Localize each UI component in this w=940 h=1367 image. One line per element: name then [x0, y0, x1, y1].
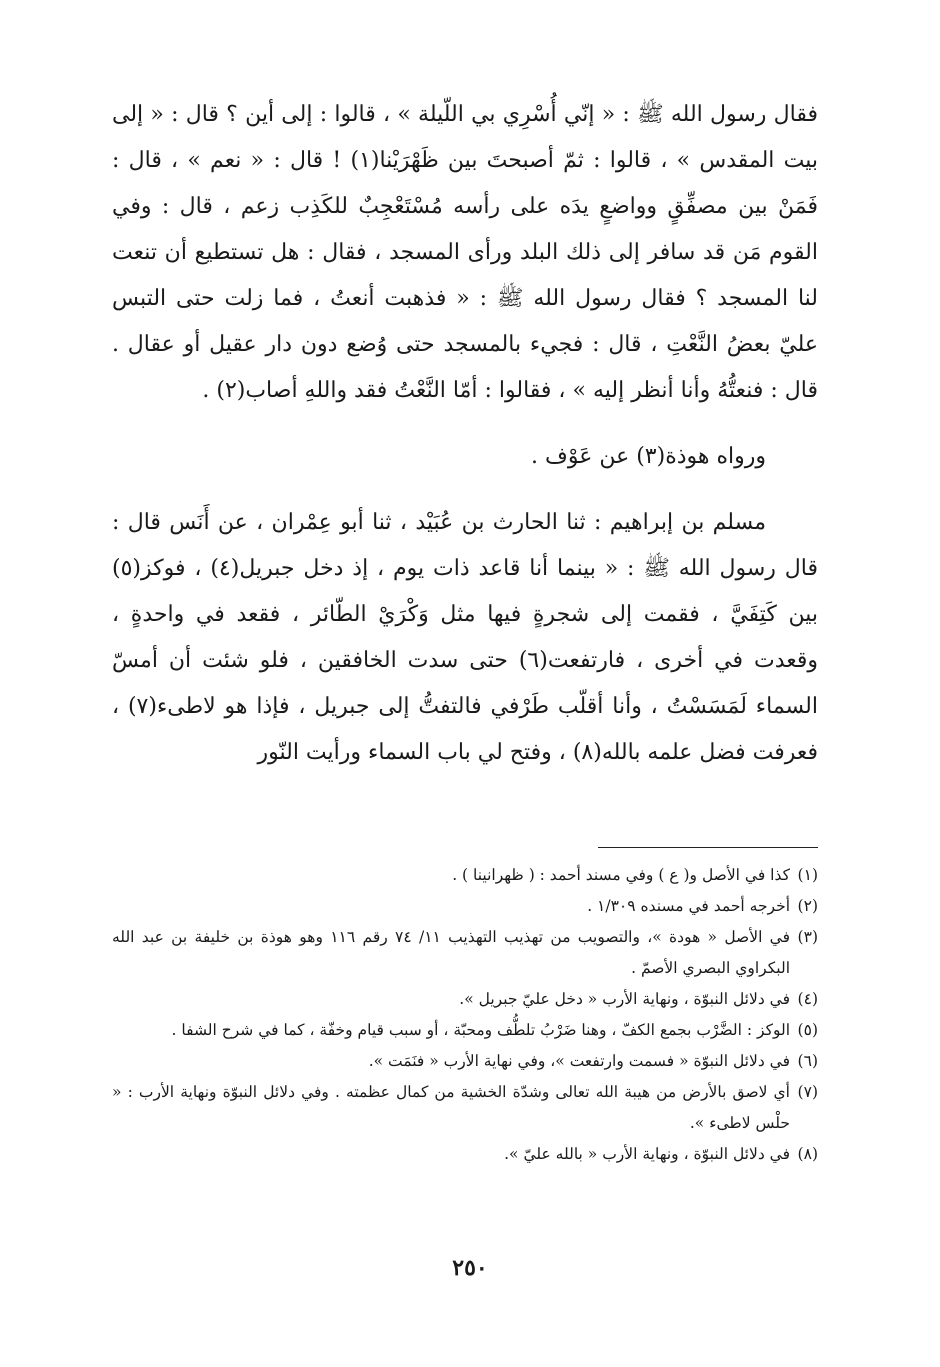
footnotes: [112, 860, 818, 1170]
footnote-7: [112, 1077, 818, 1139]
paragraph-gap: [112, 480, 818, 500]
footnote-1: [112, 860, 818, 891]
paragraph-3: مسلم بن إبراهيم : ثنا الحارث بن عُبَيْد ، ثنا أبو عِمْران ، عن أَنَس قال : قال رسول الله ﷺ : « بينما أنا قاعد ذات يوم ، إذ دخل جبريل(٤) ، فوكز(٥) بين كَتِفَيَّ ، فقمت إلى شجرةٍ فيها مثل وَكْرَيْ الطّائر ، فقعد في واحدةٍ ، وقعدت في أخرى ، فارتفعت(٦) حتى سدت الخافقين ، فلو شئت أن أمسّ السماء لَمَسَسْتُ ، وأنا أقلّب طَرْفي فالتفتُّ إلى جبريل ، فإذا هو لاطىء(٧) ، فعرفت فضل علمه بالله(٨) ، وفتح لي باب السماء ورأيت النّور: [112, 510, 819, 765]
footnote-text: أي لاصق بالأرض من هيبة الله تعالى وشدّة الخشية من كمال عظمته . وفي دلائل النبوّة ونهاية الأرب : « حلْس لاطىء ».: [112, 1083, 790, 1132]
footnote-number: (٥): [797, 1021, 818, 1039]
footnote-separator: [598, 847, 818, 848]
footnote-text: في دلائل النبوّة « فسمت وارتفعت »، وفي نهاية الأرب « فنَمَت ».: [368, 1052, 790, 1070]
footnote-6: [112, 1046, 818, 1077]
footnote-number: (٤): [797, 990, 818, 1008]
main-text: [112, 92, 818, 776]
paragraph-1: فقال رسول الله ﷺ : « إنّي أُسْرِي بي اللّيلة » ، قالوا : إلى أين ؟ قال : « إلى بيت المقدس » ، قالوا : ثمّ أصبحتَ بين ظَهْرَيْنا(١) ! قال : « نعم » ، قال : فَمَنْ بين مصفِّقٍ وواضعٍ يدَه على رأسه مُسْتَعْجِبٌ للكَذِب زعم ، قال : وفي القوم مَن قد سافر إلى ذلك البلد ورأى المسجد ، فقال : هل تستطيع أن تنعت لنا المسجد ؟ فقال رسول الله ﷺ : « فذهبت أنعتُ ، فما زلت حتى التبس عليّ بعضُ النَّعْتِ ، قال : فجيء بالمسجد حتى وُضع دون دار عقيل أو عقال . قال : فنعتُّهُ وأنا أنظر إليه » ، فقالوا : أمّا النَّعْتُ فقد واللهِ أصاب(٢) .: [112, 102, 819, 403]
footnote-4: [112, 984, 818, 1015]
footnote-number: (٦): [797, 1052, 818, 1070]
paragraph-2: ورواه هوذة(٣) عن عَوْف .: [531, 444, 766, 469]
footnote-text: في الأصل « هودة »، والتصويب من تهذيب التهذيب ١١/ ٧٤ رقم ١١٦ وهو هوذة بن خليفة بن عبد الله البكراوي البصري الأصمّ .: [112, 928, 790, 977]
footnote-number: (٨): [797, 1145, 818, 1163]
footnote-number: (٢): [797, 897, 818, 915]
paragraph-gap: [112, 414, 818, 434]
footnote-number: (٧): [797, 1083, 818, 1101]
footnote-3: [112, 922, 818, 984]
footnote-text: الوكز : الضَّرْب بجمع الكفّ ، وهنا ضَرْبُ تلطُّف ومحبّة ، أو سبب قيام وخفّة ، كما في شرح الشفا .: [171, 1021, 790, 1039]
footnote-text: في دلائل النبوّة ، ونهاية الأرب « بالله عليّ ».: [504, 1145, 790, 1163]
footnote-number: (٣): [797, 928, 818, 946]
page-number: ٢٥٠: [452, 1255, 488, 1281]
footnote-text: كذا في الأصل و( ع ) وفي مسند أحمد : ( ظهرانينا ) .: [452, 866, 790, 884]
footnote-number: (١): [797, 866, 818, 884]
footnote-5: [112, 1015, 818, 1046]
footnote-8: [112, 1139, 818, 1170]
footnote-text: في دلائل النبوّة ، ونهاية الأرب « دخل عليّ جبريل ».: [459, 990, 790, 1008]
footnote-text: أخرجه أحمد في مسنده ١/٣٠٩ .: [587, 897, 790, 915]
footnote-2: [112, 891, 818, 922]
